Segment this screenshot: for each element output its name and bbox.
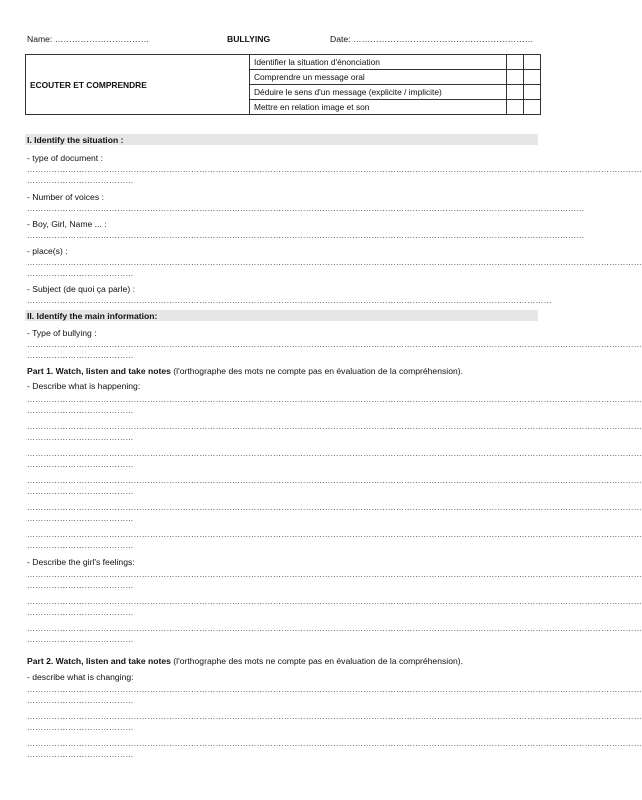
answer-line[interactable]: ……………………………………………………………………………………………………………………………………………………………………………………………………… (27, 258, 642, 267)
date-field-label: Date: ……………………………………………………… (330, 34, 534, 44)
question-subject: - Subject (de quoi ça parle) : (27, 284, 135, 294)
competence-checkbox[interactable] (507, 55, 524, 70)
answer-line[interactable]: ………………………………… (27, 581, 134, 590)
part-2-title: Part 2. Watch, listen and take notes (27, 656, 171, 666)
answer-line[interactable]: ……………………………………………………………………………………………………………………………………………………………………………………………………… (27, 712, 642, 721)
answer-line[interactable]: ……………………………………………………………………………………………………………………………………………………………………………………………………… (27, 449, 642, 458)
part-2-heading (27, 656, 463, 666)
answer-line[interactable]: ………………………………… (27, 487, 134, 496)
answer-line[interactable]: ………………………………… (27, 406, 134, 415)
answer-line[interactable]: ………………………………… (27, 750, 134, 759)
answer-line[interactable]: ………………………………… (27, 514, 134, 523)
answer-line[interactable]: ……………………………………………………………………………………………………………………………………………………………………………………………………… (27, 685, 642, 694)
competence-item: Comprendre un message oral (250, 70, 507, 85)
question-type-of-bullying: - Type of bullying : (27, 328, 97, 338)
answer-line[interactable]: ………………………………… (27, 608, 134, 617)
answer-line[interactable]: ……………………………………………………………………………………………………………………………………………………………………………………………………… (27, 165, 642, 174)
answer-line[interactable]: ……………………………………………………………………………………………………………………………………………………………………………………………………… (27, 503, 642, 512)
answer-line[interactable]: ……………………………………………………………………………………………………………………………………………………………………………………………………… (27, 395, 642, 404)
section-1-title: I. Identify the situation : (27, 135, 124, 145)
answer-line[interactable]: ………………………………… (27, 635, 134, 644)
section-2-title: II. Identify the main information: (27, 311, 158, 321)
answer-line[interactable]: ……………………………………………………………………………………………………………………………………………………………………………………………………… (27, 422, 642, 431)
question-names: - Boy, Girl, Name ... : (27, 219, 107, 229)
competence-checkbox[interactable] (507, 85, 524, 100)
answer-line[interactable]: ………………………………… (27, 176, 134, 185)
part-2-note: (l'orthographe des mots ne compte pas en évaluation de la compréhension). (173, 656, 464, 666)
answer-line[interactable]: ………………………………… (27, 269, 134, 278)
part-1-note: (l'orthographe des mots ne compte pas en évaluation de la compréhension). (173, 366, 464, 376)
competence-checkbox[interactable] (507, 70, 524, 85)
question-what-is-changing: - describe what is changing: (27, 672, 134, 682)
answer-line[interactable]: ………………………………… (27, 351, 134, 360)
competence-checkbox[interactable] (524, 85, 541, 100)
competence-item: Déduire le sens d'un message (explicite / implicite) (250, 85, 507, 100)
answer-line[interactable]: ……………………………………………………………………………………………………………………………………………………………………………………………………… (27, 624, 642, 633)
answer-line[interactable]: ……………………………………………………………………………………………………………………………………………………………………………………………………… (27, 597, 642, 606)
part-1-heading (27, 366, 463, 376)
answer-line[interactable]: ……………………………………………………………………………………………………………………………………………………………………………………………………… (27, 739, 642, 748)
answer-line[interactable]: ………………………………… (27, 696, 134, 705)
name-field-label: Name: …………………………… (27, 34, 150, 44)
question-describe-happening: - Describe what is happening: (27, 381, 141, 391)
question-girls-feelings: - Describe the girl's feelings: (27, 557, 135, 567)
part-1-title: Part 1. Watch, listen and take notes (27, 366, 171, 376)
answer-line[interactable]: …………………………………………………………………………………………………………………………………………………………………………………… (27, 231, 585, 240)
competence-checkbox[interactable] (524, 55, 541, 70)
competence-item: Identifier la situation d'énonciation (250, 55, 507, 70)
answer-line[interactable]: ………………………………… (27, 723, 134, 732)
competence-checkbox[interactable] (524, 100, 541, 115)
answer-line[interactable]: ……………………………………………………………………………………………………………………………………………………………………………………………………… (27, 530, 642, 539)
competence-table (25, 54, 541, 115)
answer-line[interactable]: ……………………………………………………………………………………………………………………………………………………………………………………………………… (27, 570, 642, 579)
answer-line[interactable]: ………………………………… (27, 460, 134, 469)
competence-item: Mettre en relation image et son (250, 100, 507, 115)
answer-line[interactable]: ………………………………………………………………………………………………………………………………………………………………………… (27, 296, 552, 305)
document-title: BULLYING (227, 34, 271, 44)
answer-line[interactable]: ……………………………………………………………………………………………………………………………………………………………………………………………………… (27, 476, 642, 485)
answer-line[interactable]: …………………………………………………………………………………………………………………………………………………………………………………… (27, 204, 585, 213)
answer-line[interactable]: ………………………………… (27, 541, 134, 550)
answer-line[interactable]: ………………………………… (27, 433, 134, 442)
competence-checkbox[interactable] (507, 100, 524, 115)
competence-checkbox[interactable] (524, 70, 541, 85)
question-places: - place(s) : (27, 246, 68, 256)
answer-line[interactable]: ……………………………………………………………………………………………………………………………………………………………………………………………………… (27, 340, 642, 349)
competence-title: ECOUTER ET COMPRENDRE (26, 55, 250, 115)
question-type-of-document: - type of document : (27, 153, 103, 163)
question-number-of-voices: - Number of voices : (27, 192, 104, 202)
